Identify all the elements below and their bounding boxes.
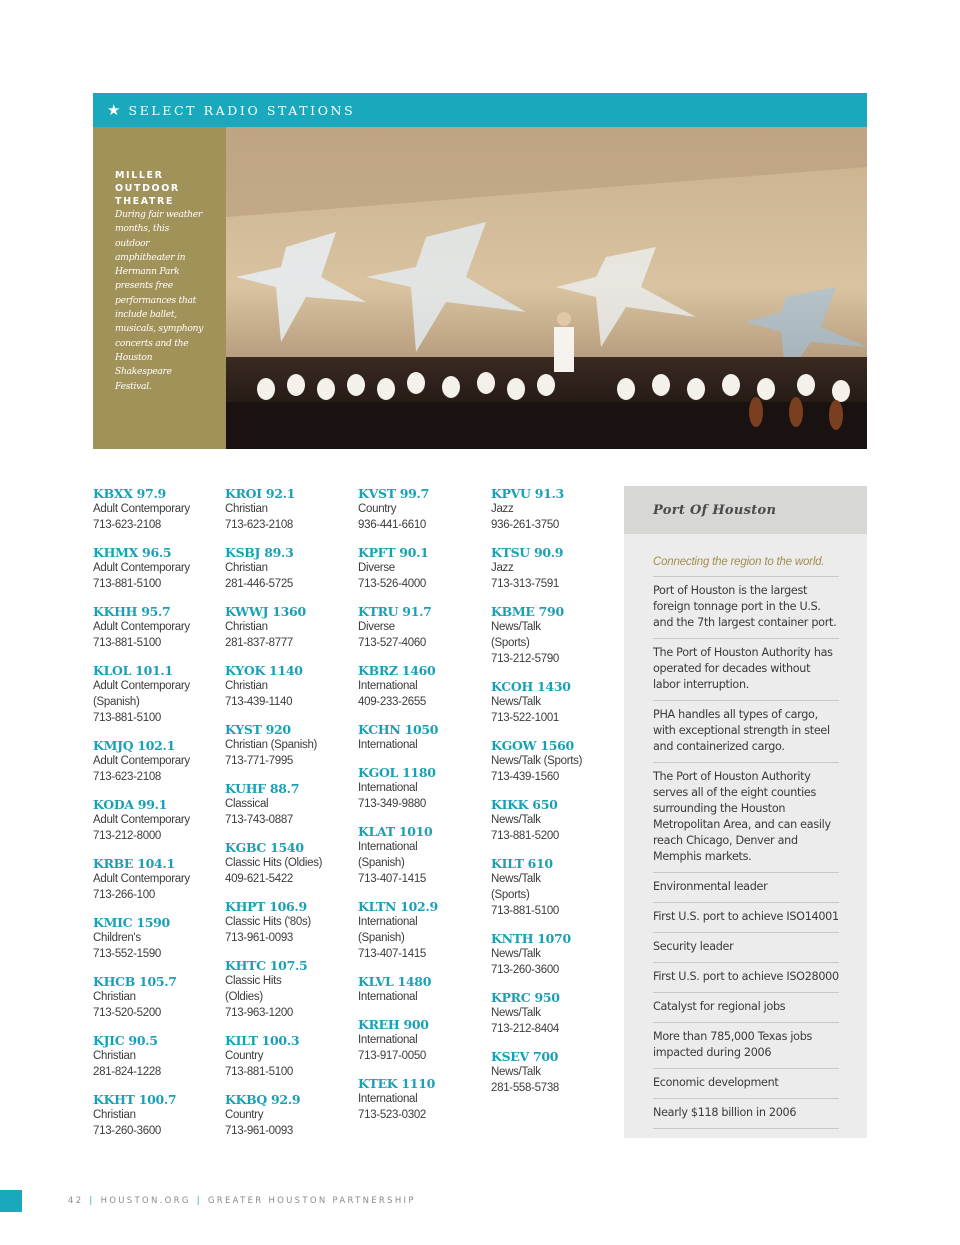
station-entry	[358, 974, 488, 1005]
caption-title: MILLER OUTDOOR THEATRE	[115, 170, 180, 207]
sidebar-list-item: PHA handles all types of cargo, with exceptional strength in steel and containerized cargo.	[653, 700, 839, 762]
station-phone: 713-961-0093	[225, 932, 294, 944]
station-call-sign: KLAT 1010	[358, 824, 433, 839]
station-format-note: (Sports)	[491, 889, 530, 901]
station-format: Diverse	[358, 621, 395, 633]
station-phone: 713-439-1140	[225, 696, 293, 708]
station-call-sign: KODA 99.1	[93, 797, 168, 812]
station-phone: 713-552-1590	[93, 948, 162, 960]
station-call-sign: KHCB 105.7	[93, 974, 177, 989]
section-banner	[93, 93, 867, 127]
station-phone: 713-917-0050	[358, 1050, 427, 1062]
station-format: Christian	[225, 621, 268, 633]
station-column-1	[93, 486, 223, 1151]
station-entry	[93, 545, 223, 592]
station-call-sign: KCOH 1430	[491, 679, 571, 694]
station-format: Christian	[225, 562, 268, 574]
station-entry	[358, 722, 488, 753]
station-format: Diverse	[358, 562, 395, 574]
station-entry	[358, 824, 488, 887]
station-format: News/Talk	[491, 873, 541, 885]
sidebar-list-item: Economic development	[653, 1068, 839, 1098]
station-format: News/Talk	[491, 1066, 541, 1078]
station-call-sign: KBRZ 1460	[358, 663, 436, 678]
page-number: 42	[68, 1196, 84, 1206]
station-call-sign: KYOK 1140	[225, 663, 303, 678]
station-entry	[225, 1033, 355, 1080]
station-column-4	[491, 486, 621, 1108]
station-call-sign: KBXX 97.9	[93, 486, 166, 501]
station-format: Adult Contemporary	[93, 503, 190, 515]
station-call-sign: KUHF 88.7	[225, 781, 300, 796]
sidebar-list-item: Security leader	[653, 932, 839, 962]
station-format: International	[358, 1093, 418, 1105]
caption-text: During fair weather months, this outdoor amphitheater in Hermann Park presents free performances that include ballet, musicals, symphony concerts and the Houston Shakespeare Festival.	[115, 209, 204, 392]
station-phone: 713-260-3600	[93, 1125, 162, 1137]
station-phone: 713-881-5100	[225, 1066, 294, 1078]
station-phone: 409-233-2655	[358, 696, 427, 708]
footer-site-link[interactable]: HOUSTON.ORG	[100, 1196, 191, 1206]
station-entry	[93, 738, 223, 785]
station-call-sign: KLVL 1480	[358, 974, 432, 989]
station-entry	[358, 545, 488, 592]
station-entry	[491, 1049, 621, 1096]
station-entry	[93, 1033, 223, 1080]
station-format: International	[358, 1034, 418, 1046]
station-phone: 713-527-4060	[358, 637, 427, 649]
station-format: Christian	[93, 1050, 136, 1062]
station-entry	[358, 1076, 488, 1123]
station-call-sign: KILT 100.3	[225, 1033, 300, 1048]
station-phone: 281-837-8777	[225, 637, 294, 649]
station-format: News/Talk (Sports)	[491, 755, 583, 767]
station-entry	[225, 545, 355, 592]
station-format: Christian (Spanish)	[225, 739, 318, 751]
sidebar-list-item: The Port of Houston Authority serves all of the eight counties surrounding the Houston Metropolitan Area, and can easily reach Chicago, Denver and Memphis markets.	[653, 762, 839, 872]
station-phone: 713-881-5100	[93, 637, 162, 649]
station-format: International	[358, 680, 418, 692]
sidebar-list-item: Catalyst for regional jobs	[653, 992, 839, 1022]
station-call-sign: KWWJ 1360	[225, 604, 306, 619]
station-entry	[358, 1017, 488, 1064]
station-entry	[491, 679, 621, 726]
station-phone: 713-771-7995	[225, 755, 294, 767]
station-format: Adult Contemporary	[93, 680, 190, 692]
station-call-sign: KTSU 90.9	[491, 545, 564, 560]
sidebar-list-item: Nearly $118 billion in 2006	[653, 1098, 839, 1129]
station-format: Classic Hits ('80s)	[225, 916, 311, 928]
station-format-note: (Sports)	[491, 637, 530, 649]
station-call-sign: KVST 99.7	[358, 486, 429, 501]
station-call-sign: KKBQ 92.9	[225, 1092, 301, 1107]
station-call-sign: KLOL 101.1	[93, 663, 173, 678]
station-format: News/Talk	[491, 621, 541, 633]
footer-accent-square	[0, 1190, 22, 1212]
station-entry	[225, 663, 355, 710]
station-format: Jazz	[491, 503, 514, 515]
station-entry	[491, 931, 621, 978]
station-column-3	[358, 486, 488, 1135]
sidebar-list-item: Environmental leader	[653, 872, 839, 902]
station-format: News/Talk	[491, 814, 541, 826]
station-entry	[358, 663, 488, 710]
station-phone: 713-212-5790	[491, 653, 560, 665]
station-format-note: (Spanish)	[358, 857, 405, 869]
station-call-sign: KGBC 1540	[225, 840, 304, 855]
station-format: Adult Contemporary	[93, 621, 190, 633]
port-of-houston-sidebar	[624, 486, 867, 1138]
sidebar-list-item: More than 785,000 Texas jobs impacted during 2006	[653, 1022, 839, 1068]
sidebar-list-item: Port of Houston is the largest foreign tonnage port in the U.S. and the 7th largest container port.	[653, 576, 839, 638]
station-phone: 713-212-8404	[491, 1023, 560, 1035]
station-entry	[93, 915, 223, 962]
station-entry	[491, 738, 621, 785]
station-phone: 713-407-1415	[358, 873, 427, 885]
station-format: Christian	[93, 991, 136, 1003]
station-entry	[93, 663, 223, 726]
station-format: Children's	[93, 932, 141, 944]
station-phone: 713-349-9880	[358, 798, 427, 810]
station-format: International	[358, 916, 418, 928]
station-entry	[358, 604, 488, 651]
station-phone: 713-881-5100	[491, 905, 560, 917]
station-column-2	[225, 486, 355, 1151]
station-entry	[491, 797, 621, 844]
station-phone: 713-439-1560	[491, 771, 560, 783]
station-format: Christian	[225, 503, 268, 515]
station-call-sign: KKHH 95.7	[93, 604, 171, 619]
station-call-sign: KHTC 107.5	[225, 958, 308, 973]
station-format: News/Talk	[491, 948, 541, 960]
footer-org: GREATER HOUSTON PARTNERSHIP	[207, 1196, 416, 1206]
station-call-sign: KPRC 950	[491, 990, 560, 1005]
station-entry	[358, 899, 488, 962]
section-title: SELECT RADIO STATIONS	[128, 102, 356, 118]
station-phone: 713-260-3600	[491, 964, 560, 976]
station-format: Jazz	[491, 562, 514, 574]
station-entry	[225, 899, 355, 946]
sidebar-list-item: First U.S. port to achieve ISO14001	[653, 902, 839, 932]
station-format: Adult Contemporary	[93, 562, 190, 574]
station-format: Country	[358, 503, 397, 515]
station-format: Adult Contemporary	[93, 755, 190, 767]
photo-caption	[93, 127, 226, 449]
station-call-sign: KGOL 1180	[358, 765, 436, 780]
station-phone: 713-520-5200	[93, 1007, 162, 1019]
footer-separator: |	[196, 1196, 202, 1206]
station-format: Christian	[93, 1109, 136, 1121]
station-entry	[225, 840, 355, 887]
station-call-sign: KMIC 1590	[93, 915, 170, 930]
station-entry	[93, 856, 223, 903]
station-entry	[93, 604, 223, 651]
station-format: Country	[225, 1109, 264, 1121]
station-entry	[491, 856, 621, 919]
station-format: Classic Hits	[225, 975, 282, 987]
station-phone: 713-743-0887	[225, 814, 294, 826]
station-call-sign: KYST 920	[225, 722, 291, 737]
station-phone: 936-441-6610	[358, 519, 427, 531]
station-call-sign: KROI 92.1	[225, 486, 296, 501]
station-phone: 713-623-2108	[225, 519, 294, 531]
station-phone: 713-623-2108	[93, 771, 162, 783]
page-footer	[68, 1196, 416, 1206]
station-entry	[225, 781, 355, 828]
station-call-sign: KJIC 90.5	[93, 1033, 158, 1048]
station-format: News/Talk	[491, 1007, 541, 1019]
sidebar-list-item: The Port of Houston Authority has operated for decades without labor interruption.	[653, 638, 839, 700]
station-phone: 713-407-1415	[358, 948, 427, 960]
station-format: International	[358, 739, 418, 751]
station-phone: 936-261-3750	[491, 519, 560, 531]
station-phone: 713-623-2108	[93, 519, 162, 531]
station-entry	[225, 722, 355, 769]
station-format-note: (Spanish)	[93, 696, 140, 708]
station-format: International	[358, 991, 418, 1003]
station-call-sign: KSEV 700	[491, 1049, 559, 1064]
station-entry	[491, 604, 621, 667]
station-call-sign: KTEK 1110	[358, 1076, 435, 1091]
station-call-sign: KHMX 96.5	[93, 545, 172, 560]
station-call-sign: KPFT 90.1	[358, 545, 429, 560]
station-entry	[491, 486, 621, 533]
star-icon: ★	[107, 102, 121, 119]
station-phone: 281-446-5725	[225, 578, 294, 590]
station-call-sign: KTRU 91.7	[358, 604, 432, 619]
station-call-sign: KRBE 104.1	[93, 856, 175, 871]
station-entry	[225, 958, 355, 1021]
station-entry	[93, 1092, 223, 1139]
station-call-sign: KKHT 100.7	[93, 1092, 177, 1107]
station-format: Christian	[225, 680, 268, 692]
station-entry	[491, 990, 621, 1037]
sidebar-list-item: First U.S. port to achieve ISO28000	[653, 962, 839, 992]
orchestra-photo	[226, 127, 867, 449]
station-phone: 713-212-8000	[93, 830, 162, 842]
sidebar-title: Port Of Houston	[624, 486, 867, 534]
station-call-sign: KLTN 102.9	[358, 899, 438, 914]
station-entry	[358, 765, 488, 812]
sidebar-list	[624, 576, 867, 1129]
station-phone: 713-881-5100	[93, 578, 162, 590]
station-phone: 713-313-7591	[491, 578, 560, 590]
station-call-sign: KBME 790	[491, 604, 564, 619]
station-call-sign: KMJQ 102.1	[93, 738, 175, 753]
station-entry	[93, 797, 223, 844]
station-format: Adult Contemporary	[93, 814, 190, 826]
station-format: News/Talk	[491, 696, 541, 708]
station-call-sign: KNTH 1070	[491, 931, 571, 946]
station-format: International	[358, 782, 418, 794]
station-phone: 713-963-1200	[225, 1007, 294, 1019]
station-call-sign: KCHN 1050	[358, 722, 439, 737]
station-phone: 713-526-4000	[358, 578, 427, 590]
station-call-sign: KGOW 1560	[491, 738, 574, 753]
station-phone: 713-266-100	[93, 889, 155, 901]
station-format: Classic Hits (Oldies)	[225, 857, 323, 869]
footer-separator: |	[89, 1196, 95, 1206]
station-call-sign: KILT 610	[491, 856, 553, 871]
station-call-sign: KHPT 106.9	[225, 899, 307, 914]
station-call-sign: KSBJ 89.3	[225, 545, 294, 560]
station-phone: 713-881-5200	[491, 830, 560, 842]
station-format: International	[358, 841, 418, 853]
station-format: Country	[225, 1050, 264, 1062]
station-phone: 713-961-0093	[225, 1125, 294, 1137]
station-call-sign: KIKK 650	[491, 797, 558, 812]
station-entry	[93, 486, 223, 533]
sidebar-subtitle: Connecting the region to the world.	[653, 556, 825, 568]
station-entry	[358, 486, 488, 533]
station-format: Classical	[225, 798, 269, 810]
station-entry	[225, 1092, 355, 1139]
station-format: Adult Contemporary	[93, 873, 190, 885]
station-entry	[225, 486, 355, 533]
station-phone: 713-522-1001	[491, 712, 560, 724]
station-entry	[93, 974, 223, 1021]
station-phone: 281-824-1228	[93, 1066, 162, 1078]
station-entry	[225, 604, 355, 651]
station-call-sign: KPVU 91.3	[491, 486, 564, 501]
station-format-note: (Spanish)	[358, 932, 405, 944]
station-phone: 713-523-0302	[358, 1109, 427, 1121]
station-call-sign: KREH 900	[358, 1017, 429, 1032]
station-format-note: (Oldies)	[225, 991, 263, 1003]
station-phone: 713-881-5100	[93, 712, 162, 724]
station-entry	[491, 545, 621, 592]
station-phone: 281-558-5738	[491, 1082, 560, 1094]
station-phone: 409-621-5422	[225, 873, 294, 885]
